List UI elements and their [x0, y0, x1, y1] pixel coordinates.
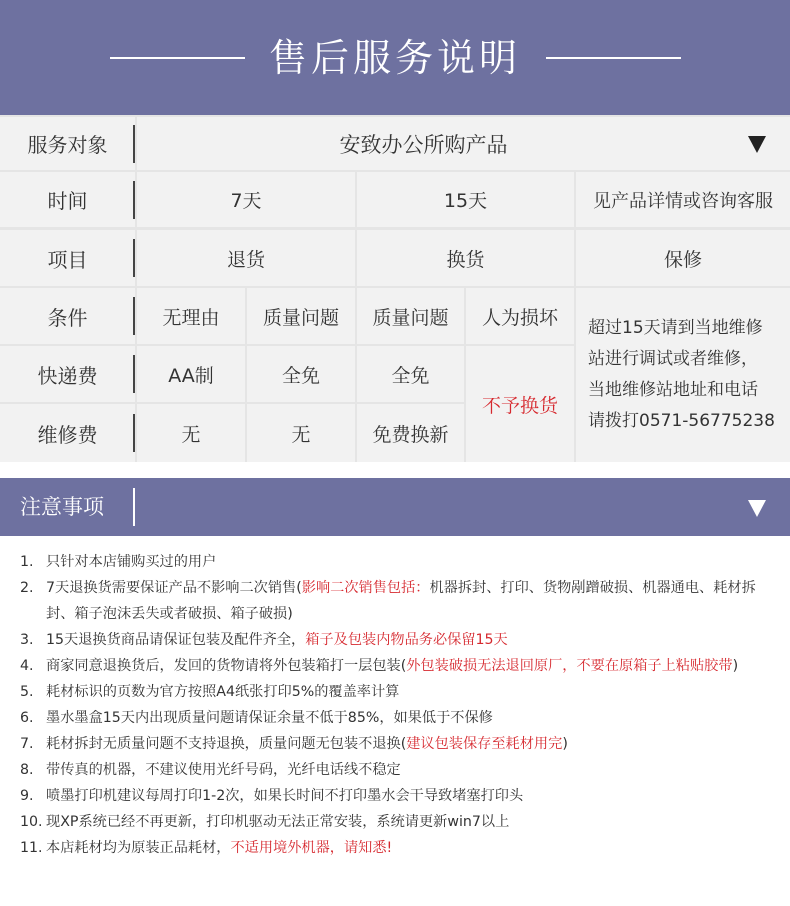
warranty-note [576, 288, 790, 462]
row-item-separator [133, 239, 135, 277]
list-item [20, 627, 775, 653]
list-item [20, 809, 775, 835]
list-item-text [46, 679, 775, 705]
warranty-note-line: 请拨打0571-56775238 [588, 411, 775, 431]
row-condition-label [0, 288, 135, 344]
list-item [20, 835, 775, 861]
repair-none-2: 无 [247, 404, 355, 462]
list-item-number: 11. [20, 840, 43, 856]
list-item-number: 5. [20, 684, 34, 700]
list-item-number: 4. [20, 658, 34, 674]
service-table [0, 115, 790, 462]
list-item-main: 商家同意退换货后，发回的货物请将外包装箱打一层包装( [46, 658, 407, 674]
warranty-note-line: 站进行调试或者维修， [588, 349, 758, 369]
row-item-label-text: 项目 [47, 247, 88, 272]
notice-title: 注意事项 [20, 495, 104, 519]
notice-chevron-down-icon[interactable] [748, 500, 766, 517]
list-item-main: 15天退换货商品请保证包装及配件齐全， [46, 632, 306, 648]
list-item-tail: 机器拆封、打印、货物剐蹭破损、机器通电、耗材拆封、箱子泡沫丢失或者破损、箱子破损) [46, 580, 756, 622]
list-item-number: 10. [20, 814, 43, 830]
service-object-value: 安致办公所购产品 [339, 132, 508, 157]
warranty-note-text [588, 313, 775, 437]
notes-list [20, 549, 775, 861]
list-item-number: 3. [20, 632, 34, 648]
list-item-text [46, 809, 775, 835]
list-item-text [46, 627, 775, 653]
list-item-main: 7天退换货需要保证产品不影响二次销售( [46, 580, 302, 596]
condition-no-reason: 无理由 [137, 288, 245, 344]
condition-quality-return: 质量问题 [247, 288, 355, 344]
repair-free-replace: 免费换新 [357, 404, 464, 462]
shipping-aa: AA制 [137, 346, 245, 402]
list-item-tail: ) [732, 658, 739, 674]
page-title: 售后服务说明 [268, 36, 521, 80]
list-item-highlight: 影响二次销售包括： [301, 580, 430, 596]
list-item-number: 7. [20, 736, 34, 752]
list-item-number: 9. [20, 788, 34, 804]
list-item-text [46, 731, 775, 757]
repair-none-1: 无 [137, 404, 245, 462]
time-7-days: 7天 [137, 172, 355, 227]
row-service-separator [133, 125, 135, 163]
list-item-highlight: 箱子及包装内物品务必保留15天 [305, 632, 508, 648]
list-item-tail: ) [562, 736, 568, 752]
row-shipping-label [0, 346, 135, 402]
service-object-select[interactable] [137, 117, 790, 170]
row-repair-label-text: 维修费 [37, 422, 98, 447]
list-item-main: 现XP系统已经不再更新，打印机驱动无法正常安装，系统请更新win7以上 [46, 814, 510, 830]
list-item [20, 575, 775, 627]
row-repair-separator [133, 414, 135, 452]
list-item-text [46, 835, 775, 861]
list-item-main: 喷墨打印机建议每周打印1-2次，如果长时间不打印墨水会干导致堵塞打印头 [46, 788, 524, 804]
row-repair-label [0, 404, 135, 462]
list-item-number: 8. [20, 762, 34, 778]
header-line-right [546, 57, 681, 59]
list-item-text [46, 757, 775, 783]
list-item-highlight: 不适用境外机器，请知悉! [230, 840, 393, 856]
warranty-note-line: 超过15天请到当地维修 [588, 318, 763, 338]
list-item-main: 带传真的机器，不建议使用光纤号码，光纤电话线不稳定 [46, 762, 401, 778]
list-item-number: 6. [20, 710, 34, 726]
notice-separator [133, 488, 135, 526]
row-item-label [0, 230, 135, 286]
list-item-main: 耗材标识的页数为官方按照A4纸张打印5%的覆盖率计算 [46, 684, 400, 700]
list-item-number: 2. [20, 580, 34, 596]
row-shipping-separator [133, 355, 135, 393]
row-time-label-text: 时间 [47, 189, 88, 213]
time-15-days: 15天 [357, 172, 574, 227]
list-item [20, 679, 775, 705]
header-banner [0, 0, 790, 115]
list-item-number: 1. [20, 554, 34, 570]
list-item [20, 653, 775, 679]
condition-human-damage: 人为损坏 [466, 288, 574, 344]
list-item [20, 783, 775, 809]
list-item-highlight: 建议包装保存至耗材用完 [406, 736, 563, 752]
list-item-main: 墨水墨盒15天内出现质量问题请保证余量不低于85%，如果低于不保修 [46, 710, 493, 726]
list-item-main: 只针对本店铺购买过的用户 [46, 554, 217, 570]
row-condition-separator [133, 297, 135, 335]
list-item-text [46, 549, 775, 575]
shipping-free-2: 全免 [357, 346, 464, 402]
list-item-highlight: 外包装破损无法退回原厂，不要在原箱子上粘贴胶带 [406, 658, 733, 674]
row-shipping-label-text: 快递费 [37, 363, 98, 388]
list-item [20, 731, 775, 757]
list-item-text [46, 705, 775, 731]
list-item-main: 本店耗材均为原装正品耗材， [46, 840, 231, 856]
list-item [20, 549, 775, 575]
shipping-free-1: 全免 [247, 346, 355, 402]
dropdown-arrow-icon[interactable] [748, 136, 766, 153]
row-time-separator [133, 181, 135, 219]
row-time-label [0, 172, 135, 227]
item-warranty: 保修 [576, 230, 790, 286]
warranty-note-line: 当地维修站地址和电话 [588, 380, 758, 400]
notice-banner[interactable] [0, 478, 790, 536]
list-item [20, 705, 775, 731]
item-exchange: 换货 [357, 230, 574, 286]
row-service-label [0, 117, 135, 170]
item-return: 退货 [137, 230, 355, 286]
time-warranty: 见产品详情或咨询客服 [576, 172, 790, 227]
list-item [20, 757, 775, 783]
list-item-text [46, 575, 775, 627]
list-item-text [46, 783, 775, 809]
condition-quality-exchange: 质量问题 [357, 288, 464, 344]
list-item-main: 耗材拆封无质量问题不支持退换，质量问题无包装不退换( [46, 736, 407, 752]
row-service-label-text: 服务对象 [27, 133, 108, 157]
row-condition-label-text: 条件 [47, 305, 88, 330]
no-exchange-note: 不予换货 [466, 346, 574, 462]
list-item-text [46, 653, 775, 679]
